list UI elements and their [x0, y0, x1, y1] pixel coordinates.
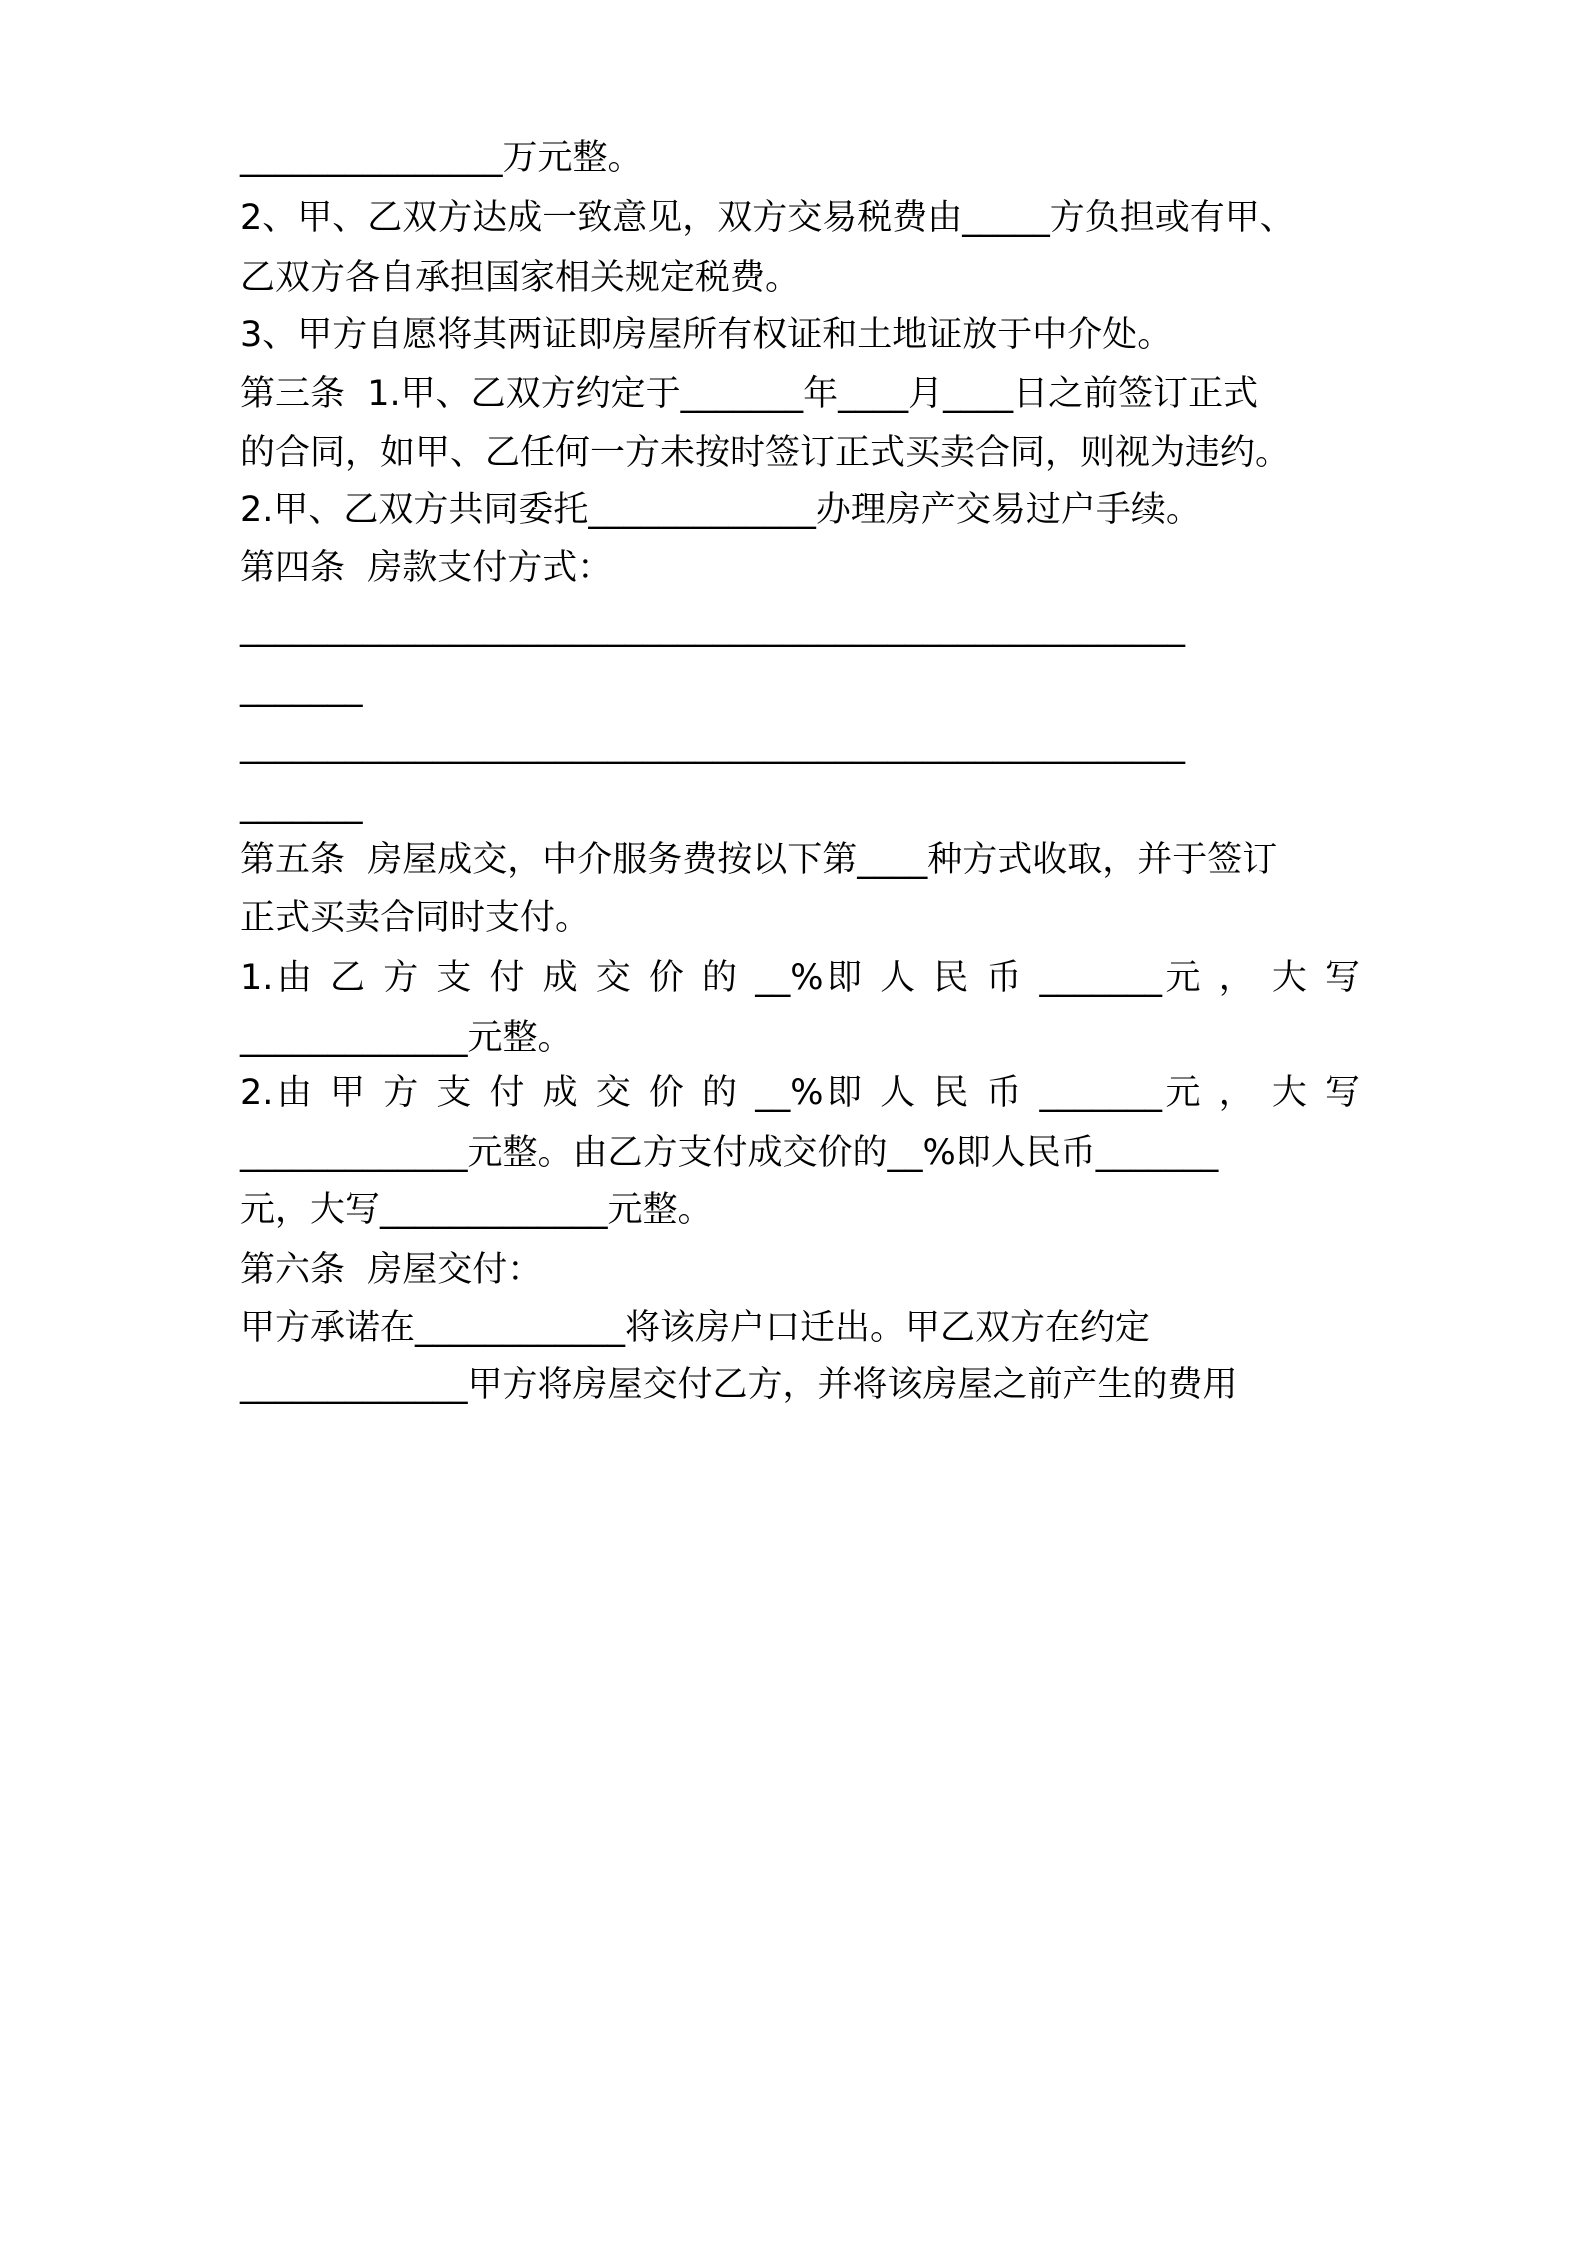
text-line-14: 正式买卖合同时支付。	[240, 898, 591, 938]
text-line-4: 3、甲方自愿将其两证即房屋所有权证和土地证放于中介处。	[240, 315, 1173, 355]
text-line-2: 2、甲、乙双方达成一致意见，双方交易税费由_____方负担或有甲、	[240, 198, 1295, 238]
text-line-8: 第四条 房款支付方式：	[240, 548, 613, 588]
text-line-20: 第六条 房屋交付：	[240, 1250, 543, 1290]
text-line-11: ______________________________________________________	[240, 725, 1185, 765]
text-line-3: 乙双方各自承担国家相关规定税费。	[240, 258, 801, 298]
text-line-19: 元，大写_____________元整。	[240, 1190, 713, 1230]
text-line-16: _____________元整。	[240, 1018, 573, 1058]
text-line-13: 第五条 房屋成交，中介服务费按以下第____种方式收取，并于签订	[240, 840, 1278, 880]
text-line-17: 2.由 甲 方 支 付 成 交 价 的 __%即 人 民 币 _______元 ， 大 写	[240, 1073, 1360, 1113]
text-line-5: 第三条 1.甲、乙双方约定于_______年____月____日之前签订正式	[240, 374, 1259, 414]
text-line-15: 1.由 乙 方 支 付 成 交 价 的 __%即 人 民 币 _______元 ， 大 写	[240, 958, 1360, 998]
text-line-12: _______	[240, 785, 363, 825]
text-line-1: _______________万元整。	[240, 138, 643, 178]
text-line-18: _____________元整。由乙方支付成交价的__%即人民币_______	[240, 1133, 1219, 1173]
text-line-22: _____________甲方将房屋交付乙方，并将该房屋之前产生的费用	[240, 1365, 1238, 1405]
text-line-9: ______________________________________________________	[240, 608, 1185, 648]
text-line-6: 的合同，如甲、乙任何一方未按时签订正式买卖合同，则视为违约。	[240, 433, 1291, 473]
text-line-21: 甲方承诺在____________将该房户口迁出。甲乙双方在约定	[240, 1308, 1151, 1348]
text-line-7: 2.甲、乙双方共同委托_____________办理房产交易过户手续。	[240, 490, 1201, 530]
text-line-10: _______	[240, 668, 363, 708]
